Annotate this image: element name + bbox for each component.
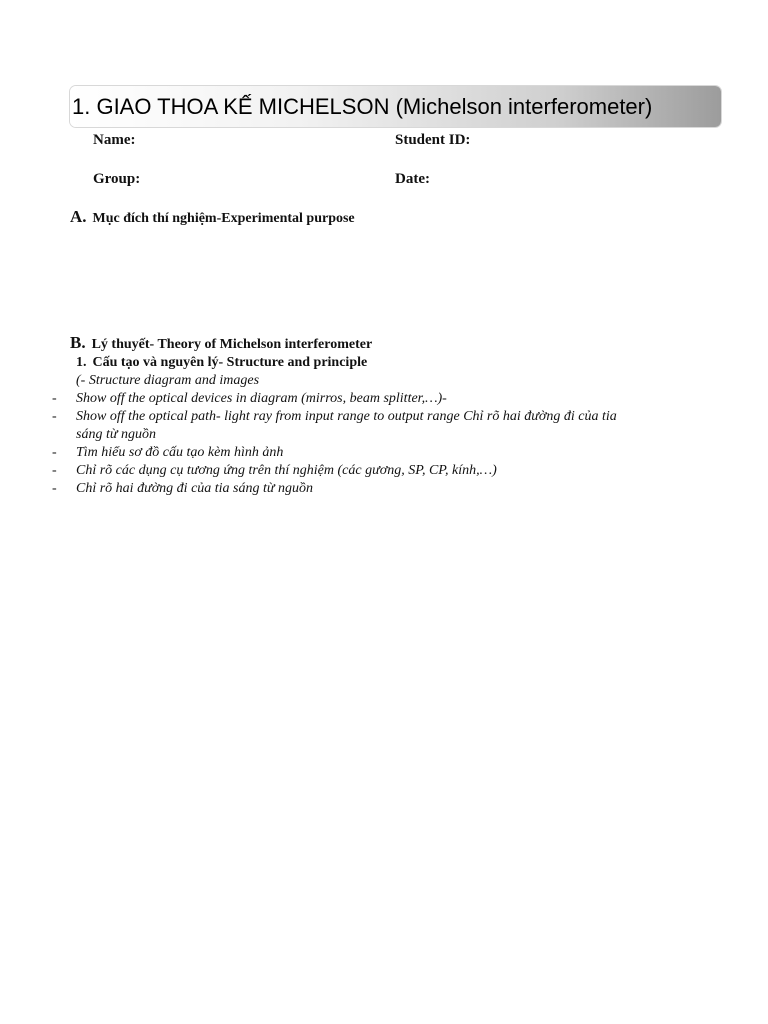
bullet-item: Chỉ rõ hai đường đi của tia sáng từ nguồn bbox=[76, 481, 314, 496]
section-a-letter: A. bbox=[70, 207, 87, 226]
subsection-1-text: Cấu tạo và nguyên lý- Structure and principle bbox=[92, 355, 368, 370]
group-label: Group: bbox=[93, 171, 141, 187]
bullet-marker: - bbox=[52, 445, 57, 460]
page-title: 1. GIAO THOA KẾ MICHELSON (Michelson interferometer) bbox=[72, 94, 653, 119]
bullet-marker: - bbox=[52, 409, 57, 424]
bullet-item: Show off the optical devices in diagram (mirros, beam splitter,…)- bbox=[76, 391, 447, 406]
bullet-marker: - bbox=[52, 481, 57, 496]
section-a-heading bbox=[70, 208, 355, 228]
section-a-text: Mục đích thí nghiệm-Experimental purpose bbox=[92, 211, 355, 226]
student-id-label: Student ID: bbox=[395, 132, 471, 148]
section-b-heading bbox=[70, 334, 372, 354]
bullet-item: Chỉ rõ các dụng cụ tương ứng trên thí nghiệm (các gương, SP, CP, kính,…) bbox=[76, 463, 497, 478]
subsection-1-number: 1. bbox=[76, 355, 87, 370]
subsection-1-heading bbox=[76, 354, 367, 372]
bullet-item: Show off the optical path- light ray from input range to output range Chỉ rõ hai đường đi của tia bbox=[76, 409, 617, 424]
bullet-marker: - bbox=[52, 391, 57, 406]
date-label: Date: bbox=[395, 171, 430, 187]
intro-line: (- Structure diagram and images bbox=[76, 373, 260, 388]
bullet-item-continuation: sáng từ nguồn bbox=[76, 427, 156, 442]
bullet-marker: - bbox=[52, 463, 57, 478]
section-b-letter: B. bbox=[70, 333, 86, 352]
name-label: Name: bbox=[93, 132, 136, 148]
bullet-item: Tìm hiểu sơ đồ cấu tạo kèm hình ảnh bbox=[76, 445, 284, 460]
section-b-text: Lý thuyết- Theory of Michelson interferometer bbox=[91, 337, 373, 352]
